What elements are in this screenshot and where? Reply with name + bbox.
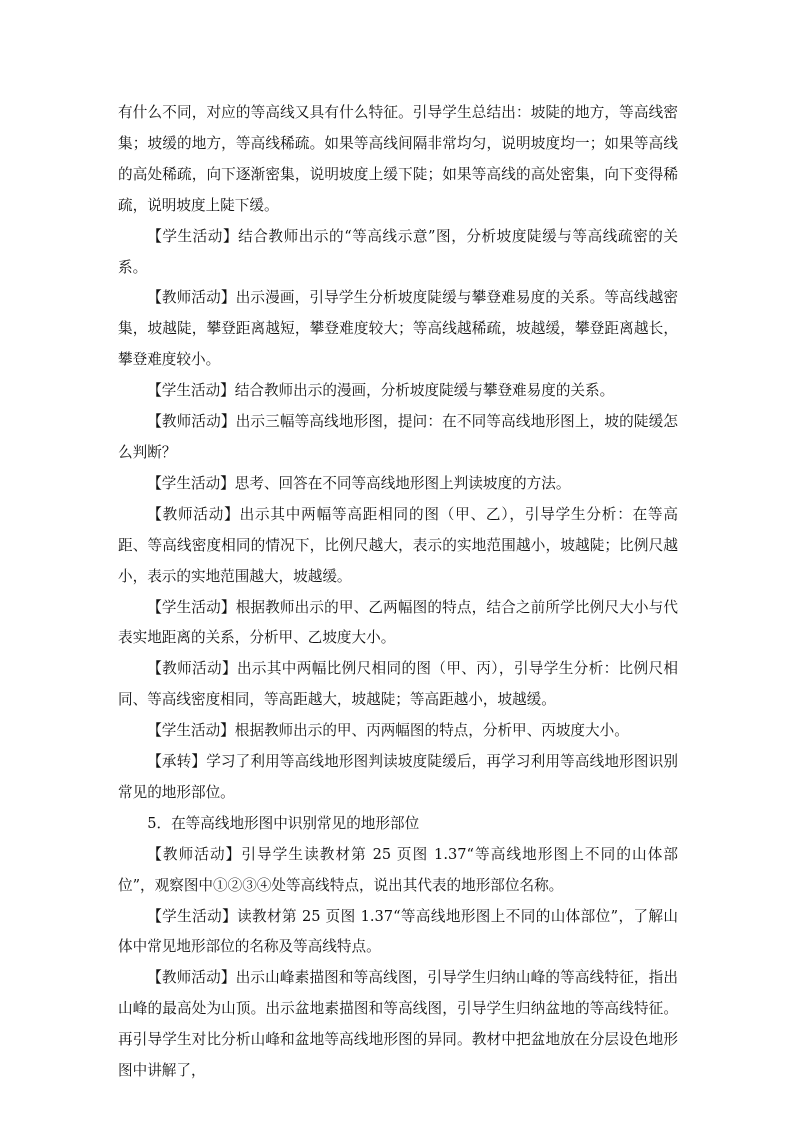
- section-heading: [118, 809, 678, 840]
- activity-tag: 【学生活动】: [147, 598, 236, 616]
- activity-tag: 【教师活动】: [147, 413, 236, 431]
- paragraph-2: [118, 222, 678, 284]
- paragraph-6: [118, 469, 678, 500]
- paragraph-9: [118, 654, 678, 716]
- activity-tag: 【教师活动】: [147, 505, 240, 523]
- activity-tag: 【学生活动】: [147, 907, 238, 925]
- paragraph-text: 读教材第 25 页图 1.37“等高线地形图上不同的山体部位”，了解山体中常见地形部位的名称及等高线特点。: [118, 907, 678, 956]
- paragraph-4: [118, 376, 678, 407]
- paragraph-text: 出示三幅等高线地形图，提问：在不同等高线地形图上，坡的陡缓怎么判断？: [118, 413, 678, 461]
- activity-tag: 【教师活动】: [147, 969, 236, 987]
- paragraph-text: 有什么不同，对应的等高线又具有什么特征。引导学生总结出：坡陡的地方，等高线密集；坡缓的地方，等高线稀疏。如果等高线间隔非常均匀，说明坡度均一；如果等高线的高处稀疏，向下逐渐密集，说明坡度上缓下陡；如果等高线的高处密集，向下变得稀疏，说明坡度上陡下缓。: [118, 104, 678, 214]
- paragraph-3: [118, 283, 678, 376]
- paragraph-text: 出示其中两幅比例尺相同的图（甲、丙），引导学生分析：比例尺相同、等高线密度相同，等高距越大，坡越陡；等高距越小，坡越缓。: [118, 660, 678, 709]
- paragraph-text: 引导学生读教材第 25 页图 1.37“等高线地形图上不同的山体部位”，观察图中①②③④处等高线特点，说出其代表的地形部位名称。: [118, 845, 678, 894]
- paragraph-text: 出示漫画，引导学生分析坡度陡缓与攀登难易度的关系。等高线越密集，坡越陡，攀登距离越短，攀登难度较大；等高线越稀疏，坡越缓，攀登距离越长，攀登难度较小。: [118, 289, 678, 369]
- section-heading-text: 5．在等高线地形图中识别常见的地形部位: [147, 814, 420, 832]
- paragraph-1: [118, 98, 678, 222]
- activity-tag: 【教师活动】: [147, 660, 237, 678]
- activity-tag: 【教师活动】: [147, 289, 236, 307]
- paragraph-text: 结合教师出示的漫画，分析坡度陡缓与攀登难易度的关系。: [234, 382, 615, 400]
- paragraph-11: [118, 747, 678, 809]
- paragraph-10: [118, 716, 678, 747]
- document-page: [118, 98, 678, 1087]
- paragraph-14: [118, 902, 678, 964]
- activity-tag: 【学生活动】: [147, 474, 235, 492]
- paragraph-text: 思考、回答在不同等高线地形图上判读坡度的方法。: [234, 474, 571, 492]
- paragraph-text: 结合教师出示的“等高线示意”图，分析坡度陡缓与等高线疏密的关系。: [118, 227, 678, 276]
- activity-tag: 【教师活动】: [147, 845, 242, 863]
- paragraph-text: 出示山峰素描图和等高线图，引导学生归纳山峰的等高线特征，指出山峰的最高处为山顶。出示盆地素描图和等高线图，引导学生归纳盆地的等高线特征。再引导学生对比分析山峰和盆地等高线地形图的异同。教材中把盆地放在分层设色地形图中讲解了，: [118, 969, 678, 1080]
- paragraph-8: [118, 593, 678, 655]
- paragraph-text: 出示其中两幅等高距相同的图（甲、乙），引导学生分析：在等高距、等高线密度相同的情况下，比例尺越大，表示的实地范围越小，坡越陡；比例尺越小，表示的实地范围越大，坡越缓。: [118, 505, 678, 585]
- paragraph-text: 根据教师出示的甲、乙两幅图的特点，结合之前所学比例尺大小与代表实地距离的关系，分析甲、乙坡度大小。: [118, 598, 678, 647]
- paragraph-13: [118, 840, 678, 902]
- transition-tag: 【承转】: [147, 753, 207, 771]
- activity-tag: 【学生活动】: [147, 722, 235, 740]
- activity-tag: 【学生活动】: [147, 382, 235, 400]
- activity-tag: 【学生活动】: [147, 227, 239, 245]
- paragraph-text: 学习了利用等高线地形图判读坡度陡缓后，再学习利用等高线地形图识别常见的地形部位。: [118, 753, 678, 801]
- paragraph-text: 根据教师出示的甲、丙两幅图的特点，分析甲、丙坡度大小。: [234, 722, 629, 740]
- paragraph-5: [118, 407, 678, 469]
- paragraph-15: [118, 963, 678, 1087]
- paragraph-7: [118, 500, 678, 593]
